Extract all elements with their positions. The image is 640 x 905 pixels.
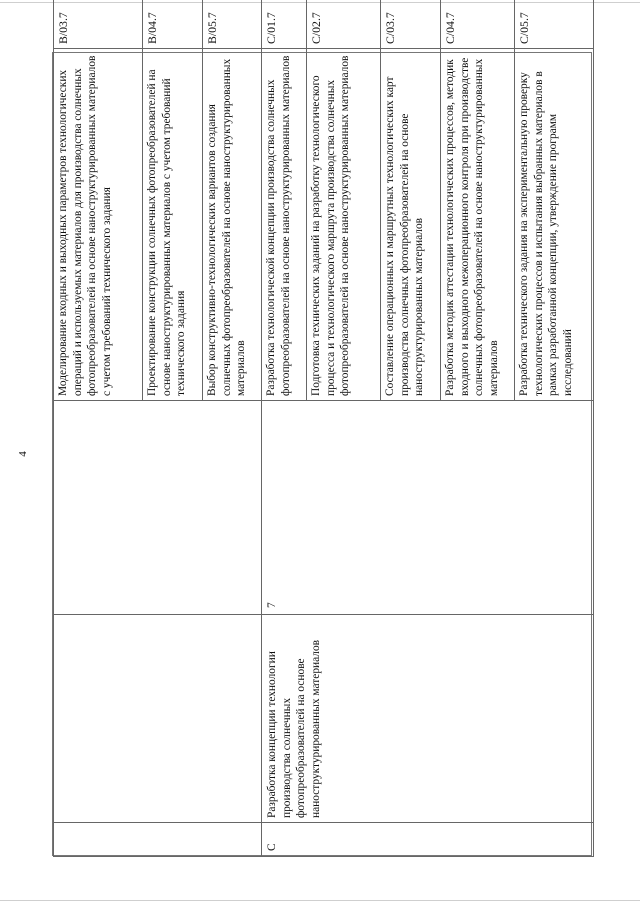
function-name-cell: Разработка методик аттестации технологических процессов, методик входного и выходного межоперационного контроля при производстве солнечных фотопреобразователей на основе наноструктурированных материалов <box>441 49 515 401</box>
function-name-cell: Разработка технического задания на экспериментальную проверку технологических процессов и испытания выбранных материалов в рамках разработанной концепции, утверждение программ исследований <box>515 49 594 401</box>
group-name-cell-prev <box>54 615 262 823</box>
function-name-cell: Проектирование конструкции солнечных фотопреобразователей на основе наноструктурированных материалов с учетом требований технического задания <box>143 49 203 401</box>
group-letter-cell-prev <box>54 823 262 857</box>
table-row <box>54 0 143 857</box>
function-name-cell: Составление операционных и маршрутных технологических карт производства солнечных фотопреобразователей на основе наноструктурированных материалов <box>381 49 441 401</box>
group-letter-cell: C <box>262 823 594 857</box>
function-name-cell: Подготовка технических заданий на разработку технологического процесса и технологического маршрута производства солнечных фотопреобразователей на основе наноструктурированных материалов <box>307 49 381 401</box>
group-name-cell: Разработка концепции технологии производства солнечных фотопреобразователей на основе наноструктурированных материалов <box>262 615 594 823</box>
page-number: 4 <box>16 451 29 457</box>
group-level-cell-prev <box>54 401 262 615</box>
function-code-cell: C/03.7 <box>381 0 441 49</box>
document-frame <box>52 12 592 856</box>
function-code-cell: B/03.7 <box>54 0 143 49</box>
function-name-cell: Выбор конструктивно-технологических вариантов создания солнечных фотопреобразователей на основе наноструктурированных материалов <box>203 49 262 401</box>
functions-table <box>53 0 594 857</box>
group-level-cell: 7 <box>262 401 594 615</box>
rotated-table-wrapper <box>53 12 593 857</box>
function-name-cell: Разработка технологической концепции производства солнечных фотопреобразователей на основе наноструктурированных материалов <box>262 49 307 401</box>
function-code-cell: C/05.7 <box>515 0 594 49</box>
function-code-cell: C/02.7 <box>307 0 381 49</box>
function-code-cell: B/04.7 <box>143 0 203 49</box>
scan-edge-bottom <box>0 900 640 901</box>
function-code-cell: B/05.7 <box>203 0 262 49</box>
function-code-cell: C/04.7 <box>441 0 515 49</box>
function-code-cell: C/01.7 <box>262 0 307 49</box>
function-name-cell: Моделирование входных и выходных параметров технологических операций и используемых материалов для производства солнечных фотопреобразователей на основе наноструктурированных материалов с учетом требований технического задания <box>54 49 143 401</box>
table-row <box>262 0 307 857</box>
